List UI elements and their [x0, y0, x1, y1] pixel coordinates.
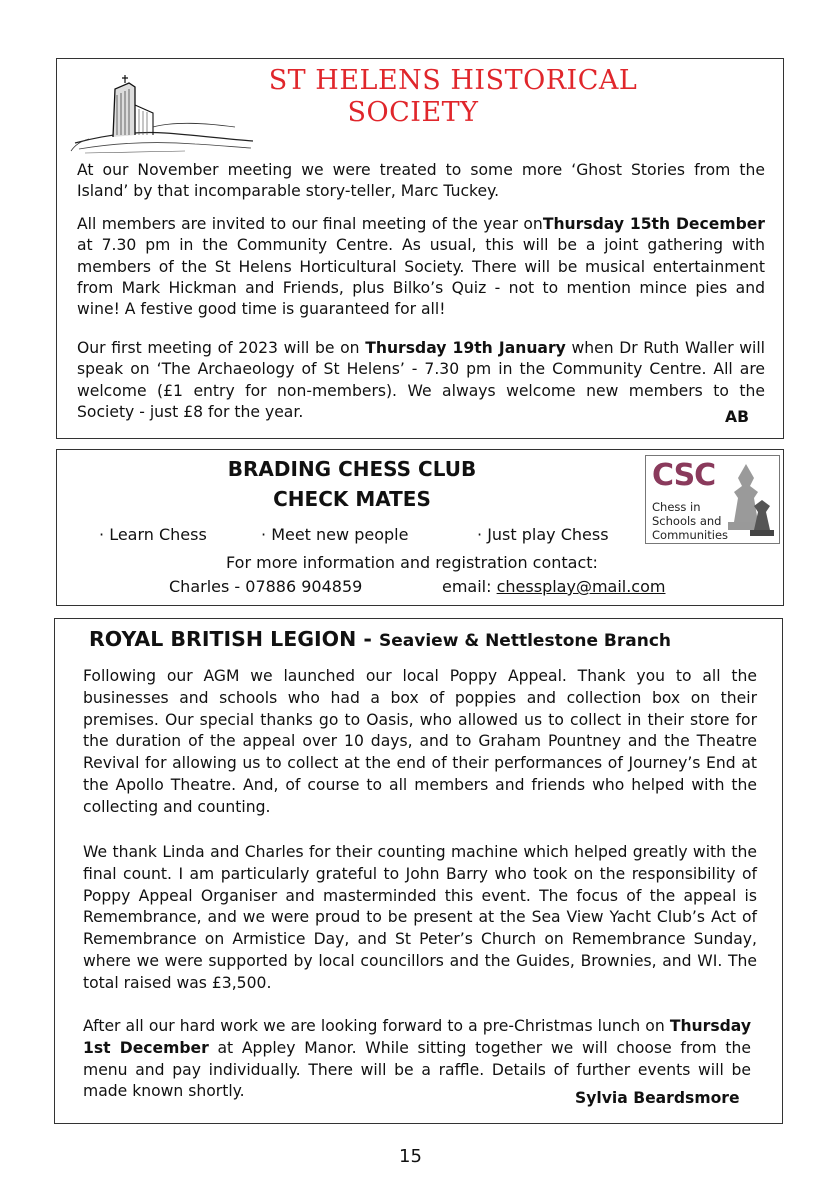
historical-para-3: Our first meeting of 2023 will be on Thursday 19th January when Dr Ruth Waller will speak on ‘The Archaeology of St Helens’ - 7.30 pm in the Community Centre. All are welcome (£1 entry for non-members). We always welcome new members to the Society - just £8 for the year. — [77, 339, 765, 421]
page-number: 15 — [399, 1146, 422, 1167]
csc-logo — [645, 455, 780, 544]
csc-logo-letters: CSC — [652, 458, 716, 493]
chess-pieces-icon — [724, 458, 778, 540]
bullet-learn-chess: · Learn Chess — [99, 525, 207, 544]
bullet-dot-icon: · — [477, 525, 483, 544]
chess-email-link[interactable]: chessplay@mail.com — [496, 577, 666, 596]
legion-para-2: We thank Linda and Charles for their counting machine which helped greatly with the final count. I am particularly grateful to John Barry who took on the responsibility of Poppy Appeal Organiser and masterminded this event. The focus of the appeal is Remembrance, and we were proud to be present at the Sea View Yacht Club’s Act of Remembrance on Armistice Day, and St Peter’s Church on Remembrance Sunday, where we were supported by local councillors and the Guides, Brownies, and WI. The total raised was £3,500. — [83, 843, 757, 992]
legion-branch-subtitle: Seaview & Nettlestone Branch — [379, 631, 672, 651]
legion-para-3: After all our hard work we are looking forward to a pre-Christmas lunch on Thursday 1st December at Appley Manor. While sitting together we will choose from the menu and pay individually. There will be a raffle. Details of further events will be made known shortly. — [83, 1017, 751, 1101]
csc-logo-caption: Chess in Schools and Communities — [652, 500, 729, 542]
chess-club-heading: BRADING CHESS CLUB — [227, 457, 477, 481]
bullet-dot-icon: · — [99, 525, 105, 544]
date-thursday-19th-january: Thursday 19th January — [365, 339, 566, 357]
bullet-dot-icon: · — [261, 525, 267, 544]
date-thursday-15th-december: Thursday 15th December — [542, 215, 766, 233]
legion-box — [54, 618, 783, 1124]
chess-email-line: email: chessplay@mail.com — [442, 577, 666, 596]
legion-para-1: Following our AGM we launched our local Poppy Appeal. Thank you to all the businesses and schools who had a box of poppies and collection box on their premises. Our special thanks go to Oasis, who allowed us to collect in their store for the duration of the appeal over 10 days, and to Graham Pountney and the Theatre Revival for allowing us to collect at the end of their performances of Journey’s End at the Apollo Theatre. And, of course to all members and friends who helped with the collecting and counting. — [83, 667, 757, 816]
legion-title: ROYAL BRITISH LEGION - Seaview & Nettlestone Branch — [89, 627, 672, 651]
date-thursday-1st-december: Thursday 1st December — [83, 1017, 751, 1057]
bullet-meet-people: · Meet new people — [261, 525, 409, 544]
chess-info-line: For more information and registration contact: — [226, 553, 598, 572]
church-sketch-logo — [65, 65, 255, 157]
historical-para-2: All members are invited to our final meeting of the year onThursday 15th December at 7.30 pm in the Community Centre. As usual, this will be a joint gathering with members of the St Helens Horticultural Society. There will be musical entertainment from Mark Hickman and Friends, plus Bilko’s Quiz - not to mention mince pies and wine! A festive good time is guaranteed for all! — [77, 215, 766, 319]
historical-para-1: At our November meeting we were treated to some more ‘Ghost Stories from the Island’ by that incomparable story-teller, Marc Tuckey. — [77, 161, 765, 201]
chess-club-box — [56, 449, 784, 606]
historical-signoff: AB — [725, 408, 749, 426]
historical-title-line1: ST HELENS HISTORICAL — [268, 65, 638, 96]
legion-signoff: Sylvia Beardsmore — [575, 1089, 740, 1107]
check-mates-heading: CHECK MATES — [273, 487, 431, 511]
historical-society-box — [56, 58, 784, 439]
historical-title-line2: SOCIETY — [347, 97, 479, 128]
bullet-just-play: · Just play Chess — [477, 525, 609, 544]
chess-contact-phone: Charles - 07886 904859 — [169, 577, 363, 596]
